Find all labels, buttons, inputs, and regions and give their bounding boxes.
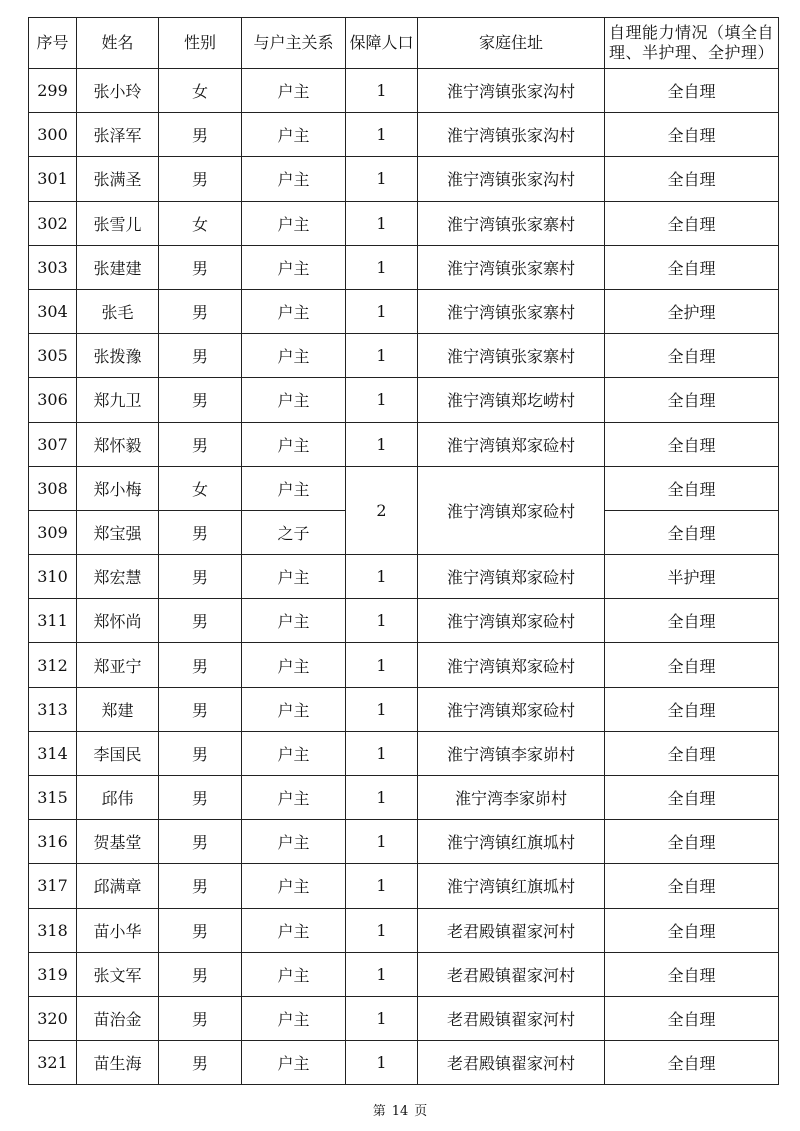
cell-name: 郑宏慧 [77,555,159,599]
cell-no: 313 [29,687,77,731]
cell-people: 1 [346,555,418,599]
cell-relation: 户主 [242,245,346,289]
cell-ability: 全自理 [605,731,779,775]
cell-name: 贺基堂 [77,820,159,864]
cell-people: 1 [346,1041,418,1085]
cell-people: 1 [346,731,418,775]
cell-ability: 全自理 [605,687,779,731]
cell-relation: 户主 [242,466,346,510]
cell-gender: 男 [159,157,242,201]
cell-no: 309 [29,510,77,554]
table-row [29,69,779,113]
cell-name: 李国民 [77,731,159,775]
table-row [29,157,779,201]
cell-address: 淮宁湾镇红旗坬村 [418,820,605,864]
cell-address: 老君殿镇翟家河村 [418,908,605,952]
cell-name: 邱满章 [77,864,159,908]
cell-gender: 男 [159,289,242,333]
cell-no: 305 [29,334,77,378]
cell-people: 1 [346,820,418,864]
cell-address: 淮宁湾镇张家沟村 [418,157,605,201]
cell-ability: 全自理 [605,599,779,643]
cell-people: 1 [346,334,418,378]
cell-relation: 户主 [242,731,346,775]
cell-no: 308 [29,466,77,510]
cell-address: 淮宁湾镇郑家硷村 [418,422,605,466]
page-suffix: 页 [414,1104,428,1119]
cell-name: 张小玲 [77,69,159,113]
cell-name: 郑怀毅 [77,422,159,466]
cell-no: 317 [29,864,77,908]
table-row [29,1041,779,1085]
cell-gender: 男 [159,687,242,731]
cell-ability: 全自理 [605,996,779,1040]
cell-address: 淮宁湾镇郑家硷村 [418,599,605,643]
table-header-row [29,18,779,69]
cell-relation: 户主 [242,378,346,422]
header-cell-people: 保障人口 [346,18,418,69]
cell-address: 淮宁湾镇张家寨村 [418,289,605,333]
cell-name: 郑小梅 [77,466,159,510]
cell-gender: 男 [159,908,242,952]
cell-name: 苗小华 [77,908,159,952]
table-row [29,334,779,378]
cell-name: 苗生海 [77,1041,159,1085]
header-cell-relation: 与户主关系 [242,18,346,69]
cell-gender: 女 [159,69,242,113]
cell-name: 郑九卫 [77,378,159,422]
table-row [29,952,779,996]
header-cell-name: 姓名 [77,18,159,69]
table-row [29,599,779,643]
cell-people: 1 [346,952,418,996]
table-row [29,422,779,466]
cell-gender: 男 [159,643,242,687]
table-row [29,687,779,731]
cell-ability: 全自理 [605,466,779,510]
cell-no: 302 [29,201,77,245]
cell-gender: 男 [159,776,242,820]
cell-ability: 全自理 [605,113,779,157]
cell-people: 1 [346,157,418,201]
cell-relation: 户主 [242,555,346,599]
cell-address: 淮宁湾镇郑家硷村 [418,466,605,554]
cell-no: 301 [29,157,77,201]
cell-people: 1 [346,422,418,466]
cell-address: 淮宁湾镇张家沟村 [418,113,605,157]
table-row [29,864,779,908]
cell-relation: 户主 [242,776,346,820]
cell-no: 307 [29,422,77,466]
cell-name: 郑亚宁 [77,643,159,687]
cell-address: 淮宁湾镇郑圪崂村 [418,378,605,422]
cell-relation: 户主 [242,157,346,201]
beneficiary-table [28,17,779,1085]
header-cell-ability: 自理能力情况（填全自理、半护理、全护理） [605,18,779,69]
cell-no: 303 [29,245,77,289]
cell-gender: 男 [159,113,242,157]
cell-ability: 全自理 [605,245,779,289]
cell-relation: 户主 [242,422,346,466]
page-footer [0,1100,800,1119]
cell-address: 淮宁湾镇张家寨村 [418,201,605,245]
cell-relation: 户主 [242,908,346,952]
cell-people: 1 [346,113,418,157]
cell-people: 1 [346,687,418,731]
cell-name: 郑宝强 [77,510,159,554]
table-row [29,289,779,333]
cell-gender: 男 [159,952,242,996]
cell-no: 312 [29,643,77,687]
table-row [29,776,779,820]
cell-address: 淮宁湾镇郑家硷村 [418,643,605,687]
cell-relation: 户主 [242,643,346,687]
header-cell-no: 序号 [29,18,77,69]
table-row [29,731,779,775]
cell-name: 郑建 [77,687,159,731]
cell-gender: 男 [159,555,242,599]
cell-ability: 全自理 [605,157,779,201]
cell-relation: 户主 [242,201,346,245]
table-row [29,245,779,289]
cell-gender: 男 [159,334,242,378]
cell-gender: 男 [159,378,242,422]
cell-ability: 全自理 [605,378,779,422]
cell-name: 张建建 [77,245,159,289]
cell-relation: 户主 [242,820,346,864]
cell-relation: 户主 [242,1041,346,1085]
cell-people: 1 [346,69,418,113]
page-prefix: 第 [372,1104,386,1119]
cell-name: 张满圣 [77,157,159,201]
cell-ability: 全自理 [605,864,779,908]
cell-people: 1 [346,996,418,1040]
cell-address: 淮宁湾镇郑家硷村 [418,555,605,599]
cell-people: 1 [346,289,418,333]
cell-name: 张拨豫 [77,334,159,378]
cell-name: 张文军 [77,952,159,996]
cell-no: 310 [29,555,77,599]
cell-people: 1 [346,643,418,687]
table-row [29,378,779,422]
cell-relation: 户主 [242,599,346,643]
table-row [29,466,779,510]
table-body [29,69,779,1085]
cell-name: 张泽军 [77,113,159,157]
cell-relation: 户主 [242,687,346,731]
cell-address: 淮宁湾镇红旗坬村 [418,864,605,908]
table-row [29,643,779,687]
cell-gender: 男 [159,599,242,643]
cell-gender: 男 [159,731,242,775]
cell-no: 321 [29,1041,77,1085]
cell-address: 老君殿镇翟家河村 [418,996,605,1040]
cell-address: 老君殿镇翟家河村 [418,1041,605,1085]
cell-people: 1 [346,864,418,908]
cell-no: 299 [29,69,77,113]
cell-ability: 全自理 [605,334,779,378]
cell-no: 315 [29,776,77,820]
cell-gender: 男 [159,820,242,864]
cell-name: 郑怀尚 [77,599,159,643]
cell-gender: 男 [159,245,242,289]
cell-no: 300 [29,113,77,157]
cell-address: 老君殿镇翟家河村 [418,952,605,996]
header-cell-gender: 性别 [159,18,242,69]
cell-gender: 男 [159,422,242,466]
cell-name: 张雪儿 [77,201,159,245]
cell-ability: 全自理 [605,422,779,466]
cell-no: 306 [29,378,77,422]
cell-name: 苗治金 [77,996,159,1040]
cell-ability: 全自理 [605,1041,779,1085]
cell-name: 张毛 [77,289,159,333]
cell-address: 淮宁湾镇张家寨村 [418,334,605,378]
cell-ability: 全自理 [605,820,779,864]
cell-no: 318 [29,908,77,952]
cell-people: 1 [346,245,418,289]
cell-ability: 全自理 [605,69,779,113]
cell-name: 邱伟 [77,776,159,820]
cell-ability: 全自理 [605,643,779,687]
header-cell-address: 家庭住址 [418,18,605,69]
table-row [29,555,779,599]
cell-gender: 男 [159,864,242,908]
cell-relation: 户主 [242,996,346,1040]
cell-ability: 全自理 [605,908,779,952]
cell-no: 316 [29,820,77,864]
table-row [29,820,779,864]
cell-relation: 户主 [242,952,346,996]
cell-people: 1 [346,599,418,643]
cell-people: 2 [346,466,418,554]
cell-relation: 之子 [242,510,346,554]
table-row [29,908,779,952]
cell-gender: 男 [159,1041,242,1085]
cell-people: 1 [346,776,418,820]
cell-address: 淮宁湾李家峁村 [418,776,605,820]
table-row [29,996,779,1040]
cell-gender: 女 [159,201,242,245]
cell-address: 淮宁湾镇李家峁村 [418,731,605,775]
page-number: 14 [391,1104,409,1119]
cell-relation: 户主 [242,334,346,378]
cell-no: 319 [29,952,77,996]
cell-gender: 女 [159,466,242,510]
cell-ability: 全自理 [605,510,779,554]
cell-ability: 半护理 [605,555,779,599]
table-row [29,201,779,245]
cell-no: 314 [29,731,77,775]
cell-no: 320 [29,996,77,1040]
cell-address: 淮宁湾镇张家寨村 [418,245,605,289]
cell-relation: 户主 [242,113,346,157]
cell-no: 311 [29,599,77,643]
cell-ability: 全自理 [605,952,779,996]
cell-relation: 户主 [242,69,346,113]
cell-people: 1 [346,378,418,422]
cell-gender: 男 [159,510,242,554]
cell-ability: 全自理 [605,201,779,245]
cell-no: 304 [29,289,77,333]
cell-ability: 全护理 [605,289,779,333]
cell-people: 1 [346,908,418,952]
cell-people: 1 [346,201,418,245]
table-row [29,113,779,157]
cell-relation: 户主 [242,864,346,908]
cell-ability: 全自理 [605,776,779,820]
cell-relation: 户主 [242,289,346,333]
cell-gender: 男 [159,996,242,1040]
cell-address: 淮宁湾镇张家沟村 [418,69,605,113]
cell-address: 淮宁湾镇郑家硷村 [418,687,605,731]
